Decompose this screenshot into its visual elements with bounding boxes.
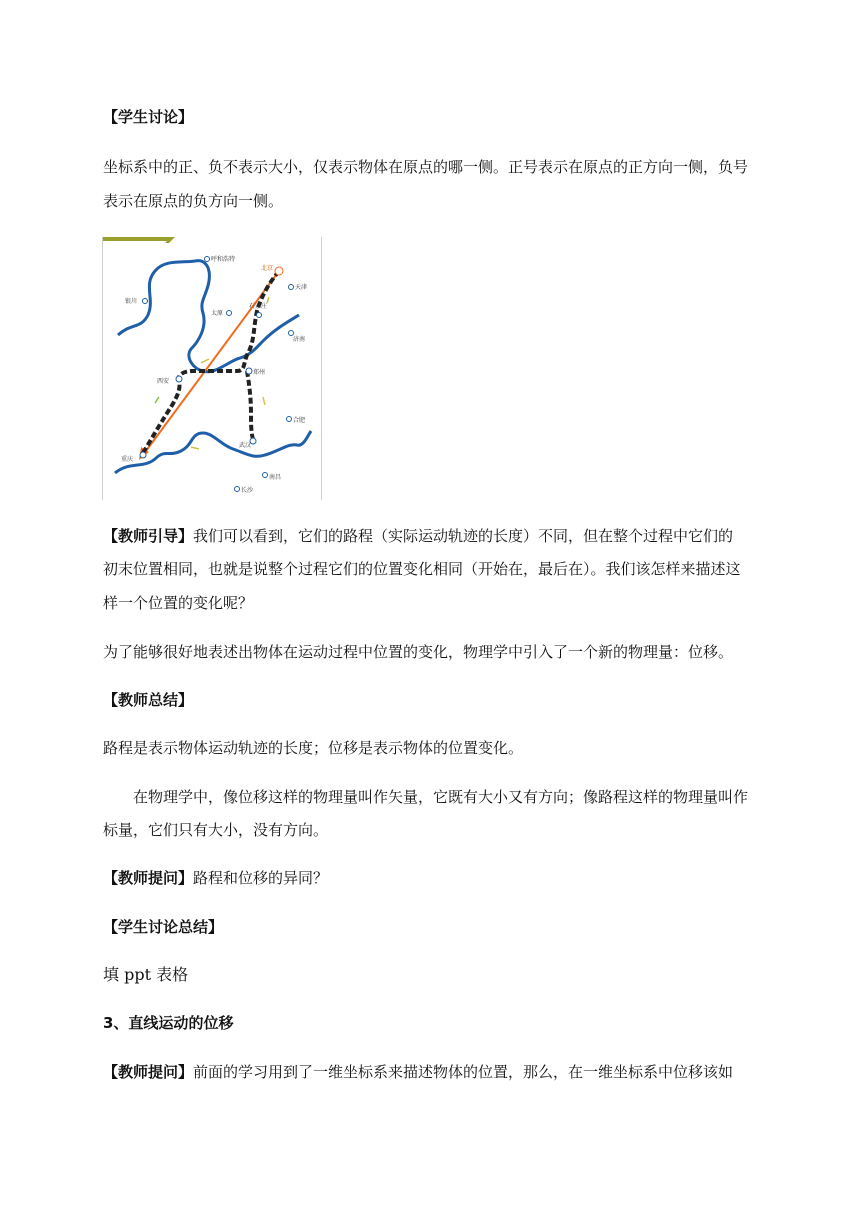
city-label: 太原 [211, 310, 224, 317]
teacher-question-tag: 【教师提问】 [103, 869, 194, 887]
city-markers [140, 257, 294, 492]
city-marker [227, 311, 232, 316]
railway-route-2 [247, 371, 253, 439]
vector-line-2: 标量，它们只有大小，没有方向。 [103, 821, 329, 839]
teacher-question-tag-2: 【教师提问】 [103, 1063, 194, 1081]
city-label: 郑州 [253, 369, 266, 376]
direction-arrow [155, 397, 159, 403]
question-line [103, 868, 763, 888]
city-label: 济南 [293, 336, 306, 343]
question-text: 路程和位移的异同？ [193, 869, 329, 887]
heading-student-discussion: 【学生讨论】 [103, 108, 194, 126]
figure-header-bar [103, 237, 171, 241]
teacher-guide-tag: 【教师引导】 [103, 527, 194, 545]
direction-arrow [263, 397, 265, 405]
paragraph-line: 表示在原点的负方向一侧。 [103, 192, 284, 210]
heading-teacher-summary: 【教师总结】 [103, 691, 194, 709]
city-marker [289, 331, 294, 336]
city-label: 石家庄 [249, 303, 268, 310]
guide-text: 我们可以看到，它们的路程（实际运动轨迹的长度）不同，但在整个过程中它们的 [193, 527, 734, 545]
city-marker [140, 452, 146, 458]
vector-line-1: 在物理学中，像位移这样的物理量叫作矢量，它既有大小又有方向；像路程这样的物理量叫作 [133, 788, 749, 806]
city-marker [235, 487, 240, 492]
heading-student-discussion-summary: 【学生讨论总结】 [103, 918, 224, 936]
city-label: 天津 [295, 284, 308, 291]
city-marker [287, 417, 292, 422]
fill-ppt-line: 填 ppt 表格 [103, 965, 189, 984]
route-map-svg [103, 237, 321, 500]
city-label: 银川 [125, 298, 138, 305]
city-label: 西安 [157, 378, 170, 385]
displacement-arrow [143, 271, 279, 455]
city-marker [289, 285, 294, 290]
guide-line-3: 样一个位置的变化呢？ [103, 594, 254, 612]
city-marker [143, 299, 148, 304]
city-label: 合肥 [293, 417, 306, 424]
paragraph-line: 坐标系中的正、负不表示大小，仅表示物体在原点的哪一侧。正号表示在原点的正方向一侧，负号 [103, 158, 749, 176]
city-label: 南昌 [269, 474, 282, 481]
city-marker [257, 313, 262, 318]
section-3-title: 3、直线运动的位移 [103, 1014, 234, 1032]
city-marker [205, 257, 210, 262]
city-label: 武汉 [239, 442, 252, 449]
direction-arrow [201, 359, 209, 363]
city-marker [263, 473, 268, 478]
city-marker [246, 368, 252, 374]
city-label: 北京 [261, 265, 274, 272]
intro-line: 为了能够很好地表述出物体在运动过程中位置的变化，物理学中引入了一个新的物理量：位移。 [103, 643, 734, 661]
guide-line-2: 初末位置相同，也就是说整个过程它们的位置变化相同（开始在，最后在）。我们该怎样来描述这 [103, 560, 741, 578]
question2-line [103, 1062, 763, 1082]
direction-arrow [191, 447, 199, 449]
city-marker-beijing [275, 267, 283, 275]
guide-line-1 [103, 526, 763, 546]
city-label: 呼和浩特 [211, 256, 236, 263]
question2-text: 前面的学习用到了一维坐标系来描述物体的位置，那么，在一维坐标系中位移该如 [193, 1063, 734, 1081]
direction-arrow [267, 297, 269, 303]
summary-line: 路程是表示物体运动轨迹的长度；位移是表示物体的位置变化。 [103, 739, 524, 757]
city-marker [176, 376, 182, 382]
route-map-figure [102, 237, 322, 500]
city-label: 长沙 [241, 487, 254, 494]
city-label: 重庆 [121, 456, 134, 463]
